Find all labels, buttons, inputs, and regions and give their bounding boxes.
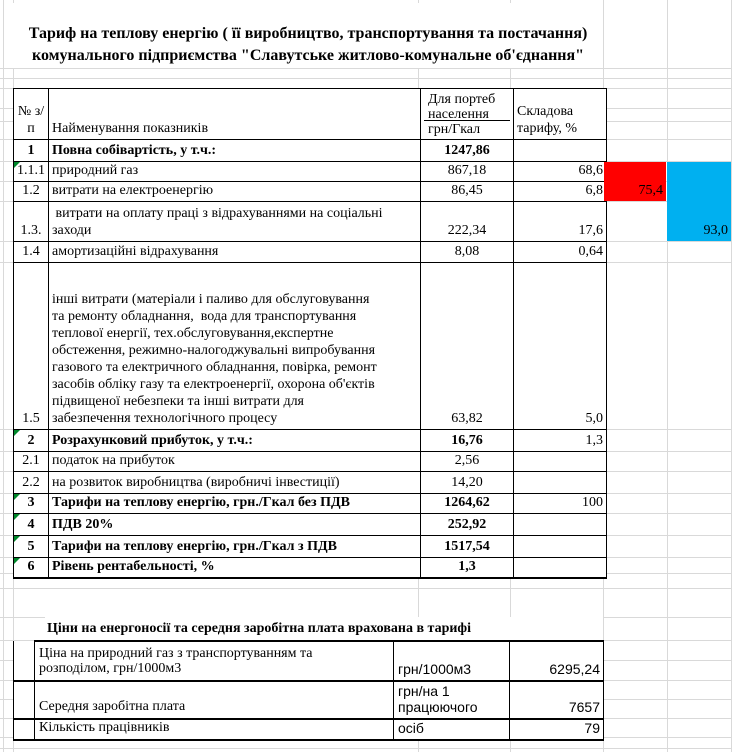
header-value-cell[interactable] <box>421 89 514 140</box>
row-value-cell[interactable]: 1264,62 <box>421 494 514 514</box>
header-share-line1: Складова <box>517 104 574 119</box>
label-line: заходи <box>52 223 92 238</box>
row-num-text: 6 <box>27 559 35 574</box>
row-value-cell[interactable]: 16,76 <box>421 430 514 452</box>
row-label-cell[interactable]: витрати на електроенергію <box>49 182 421 202</box>
gas-price-value-cell[interactable]: 6295,24 <box>510 641 604 681</box>
label-line: розподілом, грн/1000м3 <box>39 661 182 676</box>
row-value-cell[interactable]: 1517,54 <box>421 536 514 558</box>
row-num-cell[interactable]: 1.3. <box>14 202 49 242</box>
gas-price-label-cell[interactable] <box>35 641 394 681</box>
row-share-cell-highlighted[interactable]: 68,6 <box>514 162 607 182</box>
row-num-cell[interactable]: 1 <box>14 140 49 162</box>
row-1-1-1 <box>14 162 607 182</box>
row-num-cell[interactable] <box>14 162 49 182</box>
row-label-cell[interactable]: на розвиток виробництва (виробничі інвестиції) <box>49 472 421 494</box>
row-1-2 <box>14 182 607 202</box>
employee-count-row <box>14 719 604 740</box>
row-share-cell[interactable] <box>514 452 607 472</box>
header-value-unit: грн/Гкал <box>428 121 481 137</box>
label-line: інші витрати (матеріали і паливо для обслуговування <box>52 292 370 307</box>
row-num-cell[interactable] <box>14 514 49 536</box>
row-value-cell[interactable]: 2,56 <box>421 452 514 472</box>
header-row <box>14 89 607 140</box>
row-num-text: 5 <box>27 539 35 554</box>
row-num-cell[interactable] <box>14 536 49 558</box>
spacer-cell[interactable] <box>14 681 35 719</box>
row-label-cell[interactable]: Розрахунковий прибуток, у т.ч.: <box>49 430 421 452</box>
gridline <box>0 588 732 589</box>
label-line: та ремонту обладнання, вода для транспортування <box>52 309 357 324</box>
row-5 <box>14 536 607 558</box>
row-share-cell[interactable]: 5,0 <box>514 263 607 430</box>
row-num-cell[interactable]: 2.1 <box>14 452 49 472</box>
header-share-cell[interactable] <box>514 89 607 140</box>
sheet-title-cell[interactable] <box>13 3 603 68</box>
row-share-cell[interactable] <box>514 472 607 494</box>
energy-prices-heading[interactable]: Ціни на енергоносії та середня заробітна плата врахована в тарифі <box>45 617 603 640</box>
label-line: витрати на оплату праці з відрахуваннями на соціальні <box>52 206 383 221</box>
row-label-cell[interactable]: ПДВ 20% <box>49 514 421 536</box>
gas-price-row <box>14 641 604 681</box>
header-share-line2: тарифу, % <box>517 121 577 136</box>
cell-error-triangle-icon <box>14 558 20 564</box>
row-label-cell[interactable]: амортизаційні відрахування <box>49 242 421 263</box>
gridline <box>667 0 668 752</box>
header-name-cell[interactable]: Найменування показників <box>49 89 421 140</box>
row-2 <box>14 430 607 452</box>
tariff-table <box>13 88 607 579</box>
header-value-line1: Для портеб <box>428 92 496 107</box>
label-line: Ціна на природний газ з транспортуванням та <box>39 646 313 661</box>
row-num-cell[interactable]: 1.4 <box>14 242 49 263</box>
row-6 <box>14 558 607 579</box>
cell-error-triangle-icon <box>14 430 20 436</box>
employee-count-label-cell[interactable]: Кількість працівників <box>35 719 394 740</box>
gridline <box>0 68 732 69</box>
spacer-cell[interactable] <box>14 719 35 740</box>
row-1-5 <box>14 263 607 430</box>
row-num-text: 4 <box>27 517 35 532</box>
row-label-cell[interactable]: Повна собівартість, у т.ч.: <box>49 140 421 162</box>
label-line: забезпечення технологічного процесу <box>52 411 278 426</box>
gridline <box>0 78 732 79</box>
row-num-text: 3 <box>27 495 35 510</box>
row-value-cell[interactable]: 8,08 <box>421 242 514 263</box>
row-num-cell[interactable]: 2.2 <box>14 472 49 494</box>
row-share-cell[interactable] <box>514 140 607 162</box>
employee-count-value-cell[interactable]: 79 <box>510 719 604 740</box>
red-highlight-cell[interactable] <box>604 162 666 201</box>
red-cell-value: 75,4 <box>638 183 663 198</box>
header-num-cell[interactable]: № з/п <box>14 89 49 140</box>
row-num-cell[interactable] <box>14 558 49 579</box>
label-line: засобів обліку газу та електроенергії, охорона об'єктів <box>52 377 375 392</box>
gas-price-unit-cell[interactable]: грн/1000м3 <box>394 641 510 681</box>
row-label-cell[interactable]: податок на прибуток <box>49 452 421 472</box>
row-2-1 <box>14 452 607 472</box>
cell-error-triangle-icon <box>14 494 20 500</box>
row-share-cell[interactable]: 0,64 <box>514 242 607 263</box>
header-value-line2: населення <box>428 107 489 122</box>
label-line: обстеження, режимно-налогоджувальні випробування <box>52 343 376 358</box>
row-num-cell[interactable]: 1.5 <box>14 263 49 430</box>
row-label-cell[interactable]: Тарифи на теплову енергію, грн./Гкал без ПДВ <box>49 494 421 514</box>
label-line: теплової енергії, тех.обслуговування,експертне <box>52 326 334 341</box>
row-label-cell[interactable] <box>49 202 421 242</box>
unit-line: грн/на 1 <box>398 683 450 699</box>
row-num-cell[interactable]: 1.2 <box>14 182 49 202</box>
title-line-1: Тариф на теплову енергію ( її виробництво, транспортування та постачання) <box>28 25 588 42</box>
row-share-cell[interactable]: 17,6 <box>514 202 607 242</box>
row-1 <box>14 140 607 162</box>
row-num-text: 1.1.1 <box>17 163 45 178</box>
row-share-cell[interactable]: 1,3 <box>514 430 607 452</box>
cyan-highlight-cell[interactable] <box>667 162 731 241</box>
row-3 <box>14 494 607 514</box>
row-value-cell[interactable]: 1,3 <box>421 558 514 579</box>
cyan-cell-value: 93,0 <box>703 223 728 238</box>
row-label-cell[interactable] <box>49 263 421 430</box>
row-value-cell[interactable]: 222,34 <box>421 202 514 242</box>
avg-salary-unit-cell[interactable] <box>394 681 510 719</box>
row-label-cell[interactable]: Рівень рентабельності, % <box>49 558 421 579</box>
title-line-2: комунального підприємства "Славутське житлово-комунальне об'єднання" <box>31 47 585 64</box>
row-label-cell[interactable]: природний газ <box>49 162 421 182</box>
row-value-cell[interactable]: 1247,86 <box>421 140 514 162</box>
header-value-caption <box>424 89 510 121</box>
row-share-cell[interactable]: 100 <box>514 494 607 514</box>
row-1-4 <box>14 242 607 263</box>
row-share-cell[interactable] <box>514 536 607 558</box>
row-value-cell[interactable]: 867,18 <box>421 162 514 182</box>
avg-salary-row <box>14 681 604 719</box>
row-2-2 <box>14 472 607 494</box>
row-value-cell[interactable]: 63,82 <box>421 263 514 430</box>
row-num-text: 2 <box>27 433 35 448</box>
cell-error-triangle-icon <box>14 162 20 168</box>
avg-salary-value-cell[interactable]: 7657 <box>510 681 604 719</box>
gridline <box>0 748 732 749</box>
spacer-cell[interactable] <box>14 641 35 681</box>
row-value-cell[interactable]: 252,92 <box>421 514 514 536</box>
cell-error-triangle-icon <box>14 536 20 542</box>
energy-prices-table <box>13 640 604 741</box>
row-label-cell[interactable]: Тарифи на теплову енергію, грн./Гкал з ПДВ <box>49 536 421 558</box>
row-4 <box>14 514 607 536</box>
row-value-cell[interactable]: 14,20 <box>421 472 514 494</box>
employee-count-unit-cell[interactable]: осіб <box>394 719 510 740</box>
row-num-cell[interactable] <box>14 430 49 452</box>
row-share-cell[interactable] <box>514 558 607 579</box>
row-num-cell[interactable] <box>14 494 49 514</box>
label-line: газового та електричного обладнання, повірка, ремонт <box>52 360 377 375</box>
avg-salary-label-cell[interactable]: Середня заробітна плата <box>35 681 394 719</box>
row-value-cell[interactable]: 86,45 <box>421 182 514 202</box>
unit-line: працюючого <box>398 699 478 715</box>
label-line: підвищеної небезпеки та інші витрати для <box>52 394 304 409</box>
row-1-3 <box>14 202 607 242</box>
row-share-cell-highlighted[interactable]: 6,8 <box>514 182 607 202</box>
row-share-cell[interactable] <box>514 514 607 536</box>
cell-error-triangle-icon <box>14 514 20 520</box>
gridline <box>3 0 4 752</box>
